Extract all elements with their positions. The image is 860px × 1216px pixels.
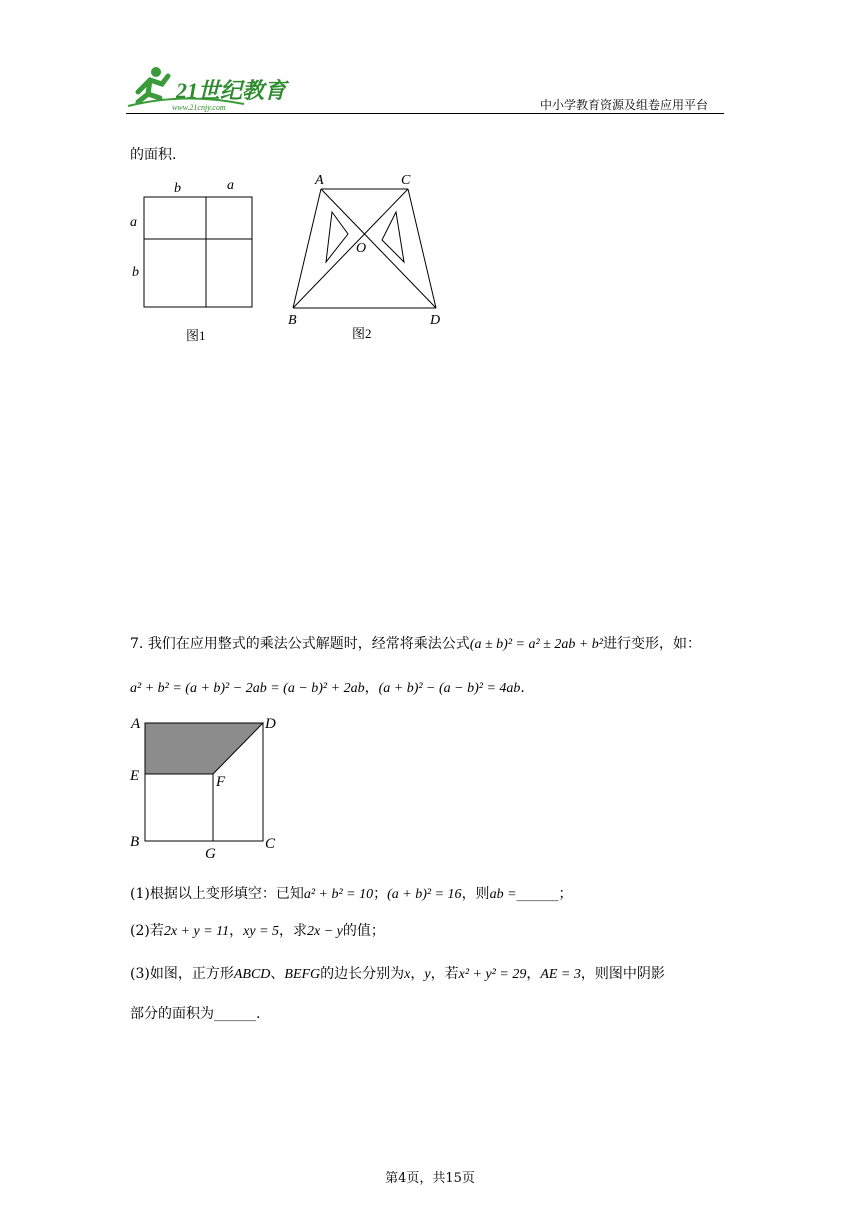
fig3-label-B: B xyxy=(130,834,140,850)
question-3-line2 xyxy=(130,1003,260,1023)
fig1-caption: 图1 xyxy=(186,328,206,343)
q3-square-2: BEFG xyxy=(284,967,321,982)
formula-separator: ， xyxy=(364,680,379,696)
q3-line2-text: 部分的面积为 xyxy=(130,1006,214,1022)
q3-text-c: ，若 xyxy=(430,966,459,982)
logo-url-text: www.21cnjy.com xyxy=(172,103,226,112)
problem7-intro: 我们在应用整式的乘法公式解题时，经常将乘法公式 xyxy=(147,636,470,652)
question-1 xyxy=(130,883,573,903)
fig1-label-a-left: a xyxy=(130,215,137,230)
q3-comma: ， xyxy=(410,966,425,982)
q2-end: 的值； xyxy=(342,923,385,939)
q1-answer-blank[interactable]: ______ xyxy=(516,886,559,902)
fig3-label-C: C xyxy=(265,836,276,852)
q1-ask: ab = xyxy=(489,887,517,902)
q3-text-d: ，则图中阴影 xyxy=(580,966,665,982)
fig2-label-B: B xyxy=(288,313,297,328)
formula-main: (a ± b)² = a² ± 2ab + b² xyxy=(469,637,603,652)
fig2-caption: 图2 xyxy=(352,326,372,341)
problem-number: 7. xyxy=(130,636,144,652)
q3-end: . xyxy=(256,1006,261,1022)
fig1-label-a-top: a xyxy=(227,178,234,193)
formula-transform-2: (a + b)² − (a − b)² = 4ab xyxy=(378,681,521,696)
formula-end: . xyxy=(520,680,525,696)
q2-equation-2: xy = 5 xyxy=(243,924,280,939)
q3-square-1: ABCD xyxy=(233,967,271,982)
q3-answer-blank[interactable]: ______ xyxy=(214,1006,256,1022)
header-divider xyxy=(126,113,724,114)
fig2-label-O: O xyxy=(356,241,367,256)
formula-transform-1: a² + b² = (a + b)² − 2ab = (a − b)² + 2ab xyxy=(130,681,365,696)
q2-expression: 2x − y xyxy=(307,924,343,939)
fig3-label-F: F xyxy=(216,774,226,790)
runner-logo-icon xyxy=(124,62,294,112)
intro-text: 的面积. xyxy=(130,147,177,163)
q3-ae: AE = 3 xyxy=(540,967,581,982)
figure-3 xyxy=(126,712,296,862)
fig1-label-b-left: b xyxy=(132,265,139,280)
fig3-label-A: A xyxy=(131,716,141,732)
platform-name: 中小学教育资源及组卷应用平台 xyxy=(540,98,709,112)
q1-given-1: a² + b² = 10 xyxy=(303,887,374,902)
logo-main-text: 21世纪教育 xyxy=(176,78,287,103)
problem7-line1 xyxy=(130,633,701,653)
page-number: 第4页，共15页 xyxy=(385,1171,475,1186)
q3-var-y: y xyxy=(424,967,431,982)
fig1-label-b-top: b xyxy=(174,181,181,196)
q3-dun: 、 xyxy=(270,966,285,982)
q2-mid: ，求 xyxy=(279,923,308,939)
q3-equation: x² + y² = 29 xyxy=(458,967,527,982)
q1-then: ，则 xyxy=(461,886,490,902)
q3-var-x: x xyxy=(404,967,411,982)
fig3-label-D: D xyxy=(265,716,276,732)
site-logo xyxy=(124,62,294,112)
q1-prefix: (1)根据以上变形填空：已知 xyxy=(130,886,304,902)
q1-given-2: (a + b)² = 16 xyxy=(387,887,462,902)
q2-equation-1: 2x + y = 11 xyxy=(163,924,230,939)
fig2-label-A: A xyxy=(315,173,324,188)
fig3-shaded-region xyxy=(145,723,263,774)
fig1-outer-square xyxy=(144,197,252,307)
question-2 xyxy=(130,920,385,940)
q3-comma-2: ， xyxy=(526,966,541,982)
q3-text-a: (3)如图，正方形 xyxy=(130,966,234,982)
q2-sep: ， xyxy=(229,923,244,939)
question-3-line1 xyxy=(130,963,665,983)
q2-prefix: (2)若 xyxy=(130,923,164,939)
q1-semicolon: ； xyxy=(373,886,388,902)
fig3-label-G: G xyxy=(205,846,216,862)
fig2-right-cutout xyxy=(382,212,404,262)
fig2-label-C: C xyxy=(401,173,411,188)
problem7-intro-tail: 进行变形，如： xyxy=(603,636,701,652)
q3-text-b: 的边长分别为 xyxy=(320,966,405,982)
q1-end: ； xyxy=(558,886,573,902)
fig3-label-E: E xyxy=(130,768,140,784)
fig2-label-D: D xyxy=(430,313,441,328)
figure-1 xyxy=(126,174,266,349)
problem7-line2 xyxy=(130,677,525,697)
figure-2 xyxy=(284,170,454,350)
